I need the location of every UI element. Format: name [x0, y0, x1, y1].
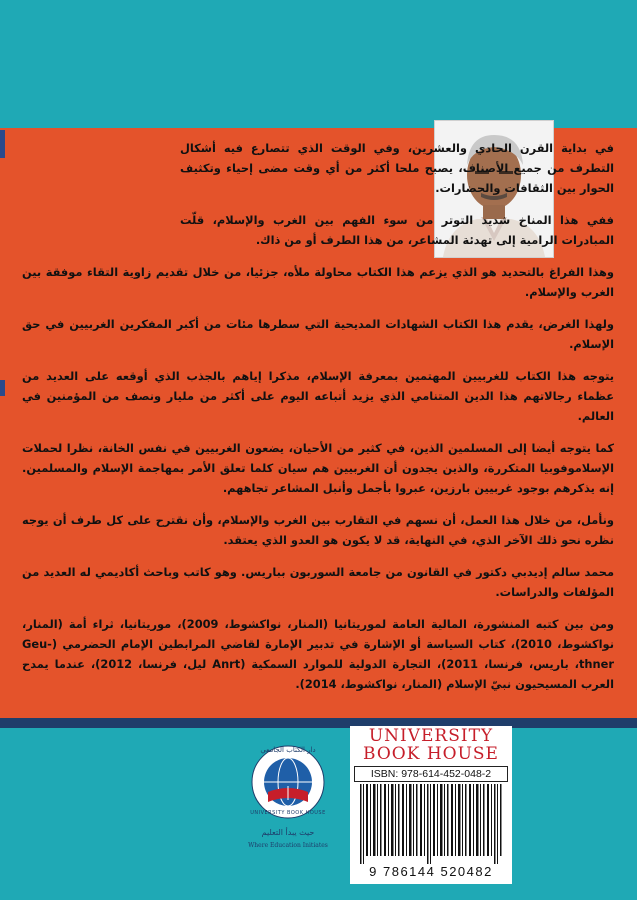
isbn-label: ISBN: 978-614-452-048-2 — [354, 766, 508, 782]
publisher-english-slogan: Where Education Initiates — [248, 842, 328, 849]
author-bio-paragraph: محمد سالم إديدبي دكتور في القانون من جامعة السوربون بباريس. وهو كاتب وباحث أكاديمي له العديد من المؤلفات والدراسات. — [22, 565, 614, 599]
isbn-digits: 9 786144 520482 — [369, 864, 493, 879]
barcode-graphic — [358, 784, 504, 864]
left-edge-mark — [0, 130, 5, 158]
publisher-arabic-name: دار الكتاب الجامعي — [260, 746, 316, 754]
hope-paragraph: ونأمل، من خلال هذا العمل، أن نسهم في التقارب بين الغرب والإسلام، وأن نقترح على كل طرف أن يوجه نظره نحو ذلك الآخر الذي، في النهاية، قد لا يكون هو العدو الذي يعتقد. — [22, 513, 614, 547]
intro-paragraph: في بداية القرن الحادي والعشرين، وفي الوقت الذي تتصارع فيه أشكال التطرف من جميع الأصناف، يصبح ملحا أكثر من أي وقت مضى إحياء وتكثيف الحوار بين الثقافات والحضارات. — [180, 141, 614, 195]
navy-divider-strip — [0, 718, 637, 728]
globe-book-icon — [238, 736, 338, 856]
publisher-arabic-slogan: حيث يبدأ التعليم — [261, 828, 315, 837]
testimonies-paragraph: ولهذا الغرض، يقدم هذا الكتاب الشهادات المديحية التي سطرها مئات من أكبر المفكرين الغربيين في حق الإسلام. — [22, 317, 614, 351]
back-cover-text — [22, 138, 614, 706]
publisher-ring-text: UNIVERSITY BOOK HOUSE — [250, 810, 326, 816]
western-audience-paragraph: يتوجه هذا الكتاب للغربيين المهتمين بمعرفة الإسلام، مذكرا إياهم بالجذب الذي أوقعه على العديد من عظماء رجالاتهم هذا الدين المتنامي الذي يزيد أتباعه اليوم على أكثر من مليار ونصف من المؤمنين في العالم. — [22, 369, 614, 423]
brand-title-line1: UNIVERSITY — [368, 726, 494, 746]
barcode-box — [350, 726, 512, 884]
publisher-logo — [238, 736, 338, 856]
author-works-paragraph: ومن بين كتبه المنشورة، المالية العامة لموريتانيا (المنار، نواكشوط، 2009)، موريتانيا، ثراء أمة (المنار، نواكشوط، 2010)، كتاب السياسة أو الإشارة في تدبير الإمارة لقاضي المرابطين الإمام الحضرمي (Geu-thner، باريس، فرنسا، 2011)، التجارة الدولية للموارد السمكية (Anrt ليل، فرنسا، 2012)، عندما يمدح العرب المسيحيون نبيّ الإسلام (المنار، نواكشوط، 2014). — [22, 617, 615, 691]
left-edge-mark-lower — [0, 380, 5, 396]
context-paragraph: ففي هذا المناخ شديد التوتر من سوء الفهم بين الغرب والإسلام، قلّت المبادرات الرامية إلى تهدئة المشاعر، من هذا الطرف أو من ذاك. — [180, 213, 614, 247]
purpose-paragraph: وهذا الفراغ بالتحديد هو الذي يزعم هذا الكتاب محاولة ملأه، جزئيا، من خلال تقديم زاوية التقاء موفقة بين الغرب والإسلام. — [22, 265, 614, 299]
muslim-audience-paragraph: كما يتوجه أيضا إلى المسلمين الذين، في كثير من الأحيان، يضعون الغربيين في نفس الخانة، نظرا لحملات الإسلاموفوبيا المتكررة، والذين يجدون أن الغربيين هم سيان كلما تعلق الأمر بمهاجمة الإسلام والمسلمين. إنه يذكرهم بوجود غربيين بارزين، عبروا بأجمل وأنبل المشاعر تجاههم. — [22, 441, 614, 495]
brand-title-line2: BOOK HOUSE — [363, 744, 499, 764]
top-teal-band — [0, 0, 637, 128]
